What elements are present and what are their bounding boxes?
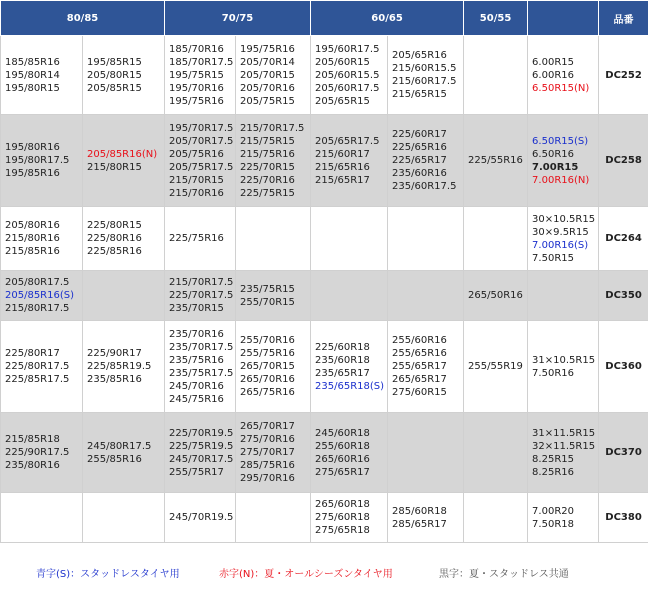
tire-size: 195/85R16 — [5, 167, 80, 180]
size-cell-c8085a — [1, 36, 83, 115]
size-cell-c7075a — [165, 271, 236, 321]
tire-size: 31×10.5R15 — [532, 354, 596, 367]
tire-size: 225/60R18 — [315, 341, 385, 354]
tire-size: 6.50R15(S) — [532, 135, 596, 148]
header-50-55: 50/55 — [464, 1, 528, 36]
size-cell-c6065a — [311, 115, 388, 207]
tire-size: 255/65R17 — [392, 360, 461, 373]
tire-size: 215/70R17.5 — [169, 276, 233, 289]
size-cell-c8085b — [83, 115, 165, 207]
tire-size: 255/55R19 — [468, 360, 525, 373]
tire-size: 265/60R18 — [315, 498, 385, 511]
size-cell-c7075a — [165, 36, 236, 115]
table-row — [1, 413, 648, 493]
tire-size: 235/75R17.5 — [169, 367, 233, 380]
tire-size: 235/70R16 — [169, 328, 233, 341]
tire-size: 255/70R16 — [240, 334, 308, 347]
tire-size: 215/65R16 — [315, 161, 385, 174]
tire-size: 225/85R16 — [87, 245, 162, 258]
tire-size: 225/70R19.5 — [169, 427, 233, 440]
size-cell-c8085a — [1, 115, 83, 207]
size-cell-c6065a — [311, 36, 388, 115]
tire-size: 215/75R16 — [240, 148, 308, 161]
size-cell-c7075b — [236, 271, 311, 321]
tire-size: 265/75R16 — [240, 386, 308, 399]
tire-size: 255/60R18 — [315, 440, 385, 453]
tire-size: 205/60R15 — [315, 56, 385, 69]
size-cell-c8085b — [83, 207, 165, 271]
legend — [0, 543, 648, 595]
header-part-number: 品番 — [599, 1, 648, 36]
tire-size: 7.00R15 — [532, 161, 596, 174]
size-cell-c6065a — [311, 413, 388, 493]
tire-size: 225/65R17 — [392, 154, 461, 167]
size-cell-c6065b — [388, 321, 464, 413]
tire-size: 225/70R16 — [240, 174, 308, 187]
size-cell-c5055 — [464, 413, 528, 493]
part-number: DC380 — [599, 493, 648, 543]
size-cell-rims — [528, 271, 599, 321]
tire-size: 245/75R16 — [169, 393, 233, 406]
size-cell-c6065a — [311, 321, 388, 413]
tire-size: 215/85R16 — [5, 245, 80, 258]
size-cell-c7075b — [236, 321, 311, 413]
size-cell-c5055 — [464, 36, 528, 115]
tire-size: 235/65R17 — [315, 367, 385, 380]
tire-size: 235/65R18(S) — [315, 380, 385, 393]
tire-size: 285/65R17 — [392, 518, 461, 531]
size-cell-c6065b — [388, 493, 464, 543]
tire-size: 7.50R18 — [532, 518, 596, 531]
tire-size: 235/60R17.5 — [392, 180, 461, 193]
tire-size: 215/60R15.5 — [392, 62, 461, 75]
size-cell-c5055 — [464, 115, 528, 207]
tire-size: 205/75R16 — [169, 148, 233, 161]
tire-size: 195/60R17.5 — [315, 43, 385, 56]
tire-size: 195/80R17.5 — [5, 154, 80, 167]
size-cell-c8085b — [83, 321, 165, 413]
tire-size: 225/80R16 — [87, 232, 162, 245]
tire-size: 235/75R16 — [169, 354, 233, 367]
tire-size: 225/85R17.5 — [5, 373, 80, 386]
header-60-65: 60/65 — [311, 1, 464, 36]
tire-size: 215/70R16 — [169, 187, 233, 200]
size-cell-c6065a — [311, 493, 388, 543]
tire-size: 205/70R15 — [240, 69, 308, 82]
legend-red: 赤字(N)：夏・オールシーズンタイヤ用 — [219, 565, 393, 580]
size-cell-c6065a — [311, 207, 388, 271]
part-number: DC252 — [599, 36, 648, 115]
tire-size: 205/80R17.5 — [5, 276, 80, 289]
tire-size: 275/70R16 — [240, 433, 308, 446]
tire-size: 225/75R19.5 — [169, 440, 233, 453]
tire-size: 275/65R18 — [315, 524, 385, 537]
tire-size: 31×11.5R15 — [532, 427, 596, 440]
size-cell-c8085a — [1, 321, 83, 413]
tire-size: 265/65R17 — [392, 373, 461, 386]
part-number: DC264 — [599, 207, 648, 271]
table-row — [1, 321, 648, 413]
tire-size: 215/80R16 — [5, 232, 80, 245]
size-cell-c7075b — [236, 413, 311, 493]
size-cell-c7075b — [236, 493, 311, 543]
table-row — [1, 36, 648, 115]
tire-size: 225/60R17 — [392, 128, 461, 141]
tire-size: 205/70R16 — [240, 82, 308, 95]
size-cell-rims — [528, 207, 599, 271]
tire-size: 285/75R16 — [240, 459, 308, 472]
tire-size: 225/80R15 — [87, 219, 162, 232]
tire-size: 6.00R16 — [532, 69, 596, 82]
tire-size: 205/75R15 — [240, 95, 308, 108]
tire-size: 225/90R17 — [87, 347, 162, 360]
tire-size: 225/75R15 — [240, 187, 308, 200]
tire-size: 205/60R15.5 — [315, 69, 385, 82]
tire-size: 295/70R16 — [240, 472, 308, 485]
tire-size: 205/85R15 — [87, 82, 162, 95]
tire-size: 6.50R16 — [532, 148, 596, 161]
tire-size: 255/65R16 — [392, 347, 461, 360]
tire-size: 215/65R17 — [315, 174, 385, 187]
tire-size: 245/70R19.5 — [169, 511, 233, 524]
size-cell-c5055 — [464, 271, 528, 321]
size-cell-c7075a — [165, 493, 236, 543]
tire-size: 215/70R15 — [169, 174, 233, 187]
tire-size: 205/85R16(S) — [5, 289, 80, 302]
size-cell-rims — [528, 413, 599, 493]
tire-size: 205/80R16 — [5, 219, 80, 232]
tire-size: 235/60R18 — [315, 354, 385, 367]
tire-size: 255/70R15 — [240, 296, 308, 309]
tire-size: 275/65R17 — [315, 466, 385, 479]
tire-size: 255/75R16 — [240, 347, 308, 360]
tire-size: 275/60R18 — [315, 511, 385, 524]
tire-size: 235/70R17.5 — [169, 341, 233, 354]
tire-size: 225/65R16 — [392, 141, 461, 154]
tire-size: 235/60R16 — [392, 167, 461, 180]
tire-size: 235/85R16 — [87, 373, 162, 386]
size-cell-c5055 — [464, 207, 528, 271]
size-cell-c8085b — [83, 271, 165, 321]
size-cell-c8085a — [1, 271, 83, 321]
tire-size: 32×11.5R15 — [532, 440, 596, 453]
size-cell-rims — [528, 36, 599, 115]
size-cell-c5055 — [464, 493, 528, 543]
tire-size: 255/85R16 — [87, 453, 162, 466]
size-cell-c8085b — [83, 493, 165, 543]
tire-size: 205/70R14 — [240, 56, 308, 69]
tire-size: 225/85R19.5 — [87, 360, 162, 373]
tire-size: 245/70R17.5 — [169, 453, 233, 466]
size-cell-c6065b — [388, 207, 464, 271]
tire-size: 265/70R17 — [240, 420, 308, 433]
tire-size: 195/75R15 — [169, 69, 233, 82]
size-cell-c8085a — [1, 413, 83, 493]
tire-size: 265/60R16 — [315, 453, 385, 466]
tire-size: 30×10.5R15 — [532, 213, 596, 226]
header-80-85: 80/85 — [1, 1, 165, 36]
tire-size: 245/80R17.5 — [87, 440, 162, 453]
tire-size: 7.00R16(N) — [532, 174, 596, 187]
table-row — [1, 207, 648, 271]
tire-size: 195/80R16 — [5, 141, 80, 154]
legend-blue: 青字(S)：スタッドレスタイヤ用 — [36, 565, 180, 580]
size-cell-rims — [528, 321, 599, 413]
part-number: DC350 — [599, 271, 648, 321]
tire-size: 205/60R17.5 — [315, 82, 385, 95]
tire-size: 195/80R14 — [5, 69, 80, 82]
table-row — [1, 493, 648, 543]
tire-size: 245/70R16 — [169, 380, 233, 393]
size-cell-c7075b — [236, 115, 311, 207]
tire-size: 205/70R17.5 — [169, 135, 233, 148]
size-cell-rims — [528, 493, 599, 543]
table-body — [1, 36, 648, 543]
tire-size: 195/75R16 — [240, 43, 308, 56]
tire-size: 235/75R15 — [240, 283, 308, 296]
size-cell-c6065a — [311, 271, 388, 321]
size-cell-c5055 — [464, 321, 528, 413]
tire-size: 265/50R16 — [468, 289, 525, 302]
tire-size: 225/55R16 — [468, 154, 525, 167]
tire-size: 265/70R16 — [240, 373, 308, 386]
tire-size: 205/65R17.5 — [315, 135, 385, 148]
size-cell-c8085b — [83, 413, 165, 493]
size-cell-c7075a — [165, 207, 236, 271]
tire-size: 215/60R17 — [315, 148, 385, 161]
tire-size: 215/85R18 — [5, 433, 80, 446]
tire-size: 215/75R15 — [240, 135, 308, 148]
size-cell-c6065b — [388, 413, 464, 493]
part-number: DC360 — [599, 321, 648, 413]
tire-size: 215/70R17.5 — [240, 122, 308, 135]
tire-size: 7.00R16(S) — [532, 239, 596, 252]
size-cell-c7075b — [236, 207, 311, 271]
tire-size: 245/60R18 — [315, 427, 385, 440]
size-cell-c7075a — [165, 413, 236, 493]
tire-size: 205/85R16(N) — [87, 148, 162, 161]
header-rim — [528, 1, 599, 36]
tire-size: 225/80R17 — [5, 347, 80, 360]
size-cell-c7075b — [236, 36, 311, 115]
tire-size: 185/85R16 — [5, 56, 80, 69]
tire-size: 6.00R15 — [532, 56, 596, 69]
tire-size: 185/70R17.5 — [169, 56, 233, 69]
tire-size: 195/70R16 — [169, 82, 233, 95]
tire-size: 255/60R16 — [392, 334, 461, 347]
tire-size: 205/65R15 — [315, 95, 385, 108]
size-cell-c6065b — [388, 36, 464, 115]
tire-size: 235/70R15 — [169, 302, 233, 315]
tire-size: 7.50R16 — [532, 367, 596, 380]
tire-size: 7.50R15 — [532, 252, 596, 265]
size-cell-c7075a — [165, 321, 236, 413]
tire-size: 215/80R15 — [87, 161, 162, 174]
tire-size: 215/65R15 — [392, 88, 461, 101]
tire-size: 275/70R17 — [240, 446, 308, 459]
header-70-75: 70/75 — [165, 1, 311, 36]
tire-size: 205/75R17.5 — [169, 161, 233, 174]
tire-size: 205/80R15 — [87, 69, 162, 82]
size-cell-c8085a — [1, 493, 83, 543]
tire-size: 30×9.5R15 — [532, 226, 596, 239]
tire-size: 6.50R15(N) — [532, 82, 596, 95]
tire-size: 225/90R17.5 — [5, 446, 80, 459]
tire-size: 275/60R15 — [392, 386, 461, 399]
size-cell-c8085b — [83, 36, 165, 115]
size-cell-c8085a — [1, 207, 83, 271]
table-row — [1, 271, 648, 321]
tire-size: 195/70R17.5 — [169, 122, 233, 135]
tire-size: 225/80R17.5 — [5, 360, 80, 373]
tire-size: 205/65R16 — [392, 49, 461, 62]
tire-size: 7.00R20 — [532, 505, 596, 518]
size-cell-rims — [528, 115, 599, 207]
part-number: DC258 — [599, 115, 648, 207]
tire-size: 285/60R18 — [392, 505, 461, 518]
tire-size: 215/60R17.5 — [392, 75, 461, 88]
legend-black: 黒字：夏・スタッドレス共通 — [439, 565, 569, 580]
size-cell-c6065b — [388, 115, 464, 207]
tire-size: 265/70R15 — [240, 360, 308, 373]
tire-size: 195/75R16 — [169, 95, 233, 108]
tire-size: 195/85R15 — [87, 56, 162, 69]
part-number: DC370 — [599, 413, 648, 493]
size-cell-c6065b — [388, 271, 464, 321]
tire-size: 255/75R17 — [169, 466, 233, 479]
tire-size: 215/80R17.5 — [5, 302, 80, 315]
tire-size: 225/70R15 — [240, 161, 308, 174]
tire-size: 225/70R17.5 — [169, 289, 233, 302]
tire-size: 8.25R16 — [532, 466, 596, 479]
tire-size: 235/80R16 — [5, 459, 80, 472]
tire-size: 8.25R15 — [532, 453, 596, 466]
table-row — [1, 115, 648, 207]
tire-size: 195/80R15 — [5, 82, 80, 95]
tire-size: 225/75R16 — [169, 232, 233, 245]
tire-size: 185/70R16 — [169, 43, 233, 56]
size-cell-c7075a — [165, 115, 236, 207]
header-row — [1, 1, 648, 36]
